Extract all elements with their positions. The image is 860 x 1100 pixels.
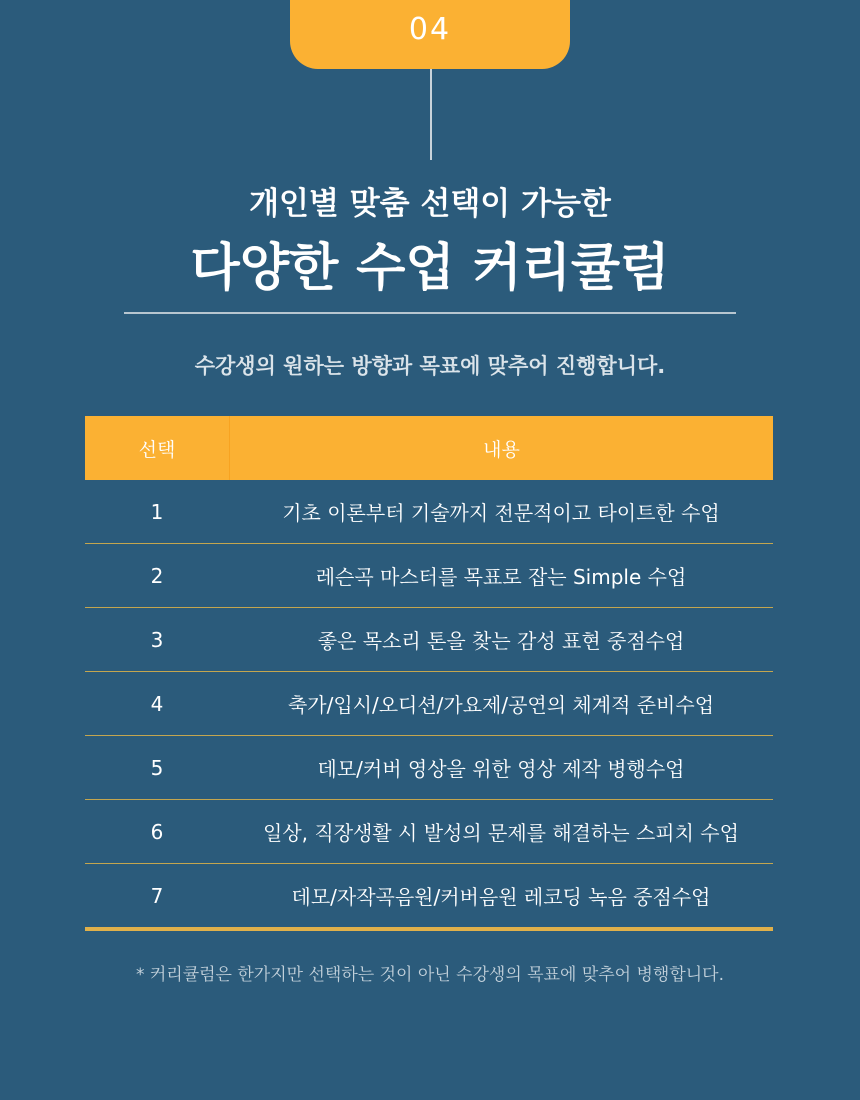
row-number: 3 (150, 627, 164, 652)
row-number: 4 (150, 691, 164, 716)
row-number: 2 (150, 563, 164, 588)
table-header (85, 416, 773, 480)
row-number: 6 (150, 819, 164, 844)
page-title: 다양한 수업 커리큘럼 (190, 238, 670, 298)
section-number-badge (290, 0, 570, 69)
table-row (85, 480, 773, 544)
row-number: 7 (150, 883, 164, 908)
row-content: 레슨곡 마스터를 목표로 잡는 Simple 수업 (315, 565, 687, 589)
curriculum-table (85, 416, 773, 931)
section-number: 04 (408, 12, 452, 47)
table-row (85, 672, 773, 736)
table-row (85, 800, 773, 864)
row-content: 데모/자작곡음원/커버음원 레코딩 녹음 중점수업 (291, 885, 711, 909)
row-content: 축가/입시/오디션/가요제/공연의 체계적 준비수업 (287, 693, 715, 717)
table-row (85, 544, 773, 608)
header-content: 내용 (483, 438, 520, 461)
table-row (85, 864, 773, 931)
row-number: 1 (150, 499, 164, 524)
table-row (85, 608, 773, 672)
row-content: 좋은 목소리 톤을 찾는 감성 표현 중점수업 (317, 629, 685, 653)
description-text: 수강생의 원하는 방향과 목표에 맞추어 진행합니다. (194, 354, 666, 378)
header-choice: 선택 (85, 416, 230, 480)
footnote: * 커리큘럼은 한가지만 선택하는 것이 아닌 수강생의 목표에 맞추어 병행합니다. (135, 965, 725, 985)
row-number: 5 (150, 755, 164, 780)
connector-line (430, 69, 432, 160)
table-row (85, 736, 773, 800)
row-content: 기초 이론부터 기술까지 전문적이고 타이트한 수업 (282, 501, 720, 525)
row-content: 일상, 직장생활 시 발성의 문제를 해결하는 스피치 수업 (263, 821, 739, 845)
row-content: 데모/커버 영상을 위한 영상 제작 병행수업 (317, 757, 685, 781)
title-divider (124, 312, 736, 314)
page-subtitle: 개인별 맞춤 선택이 가능한 (249, 186, 611, 222)
